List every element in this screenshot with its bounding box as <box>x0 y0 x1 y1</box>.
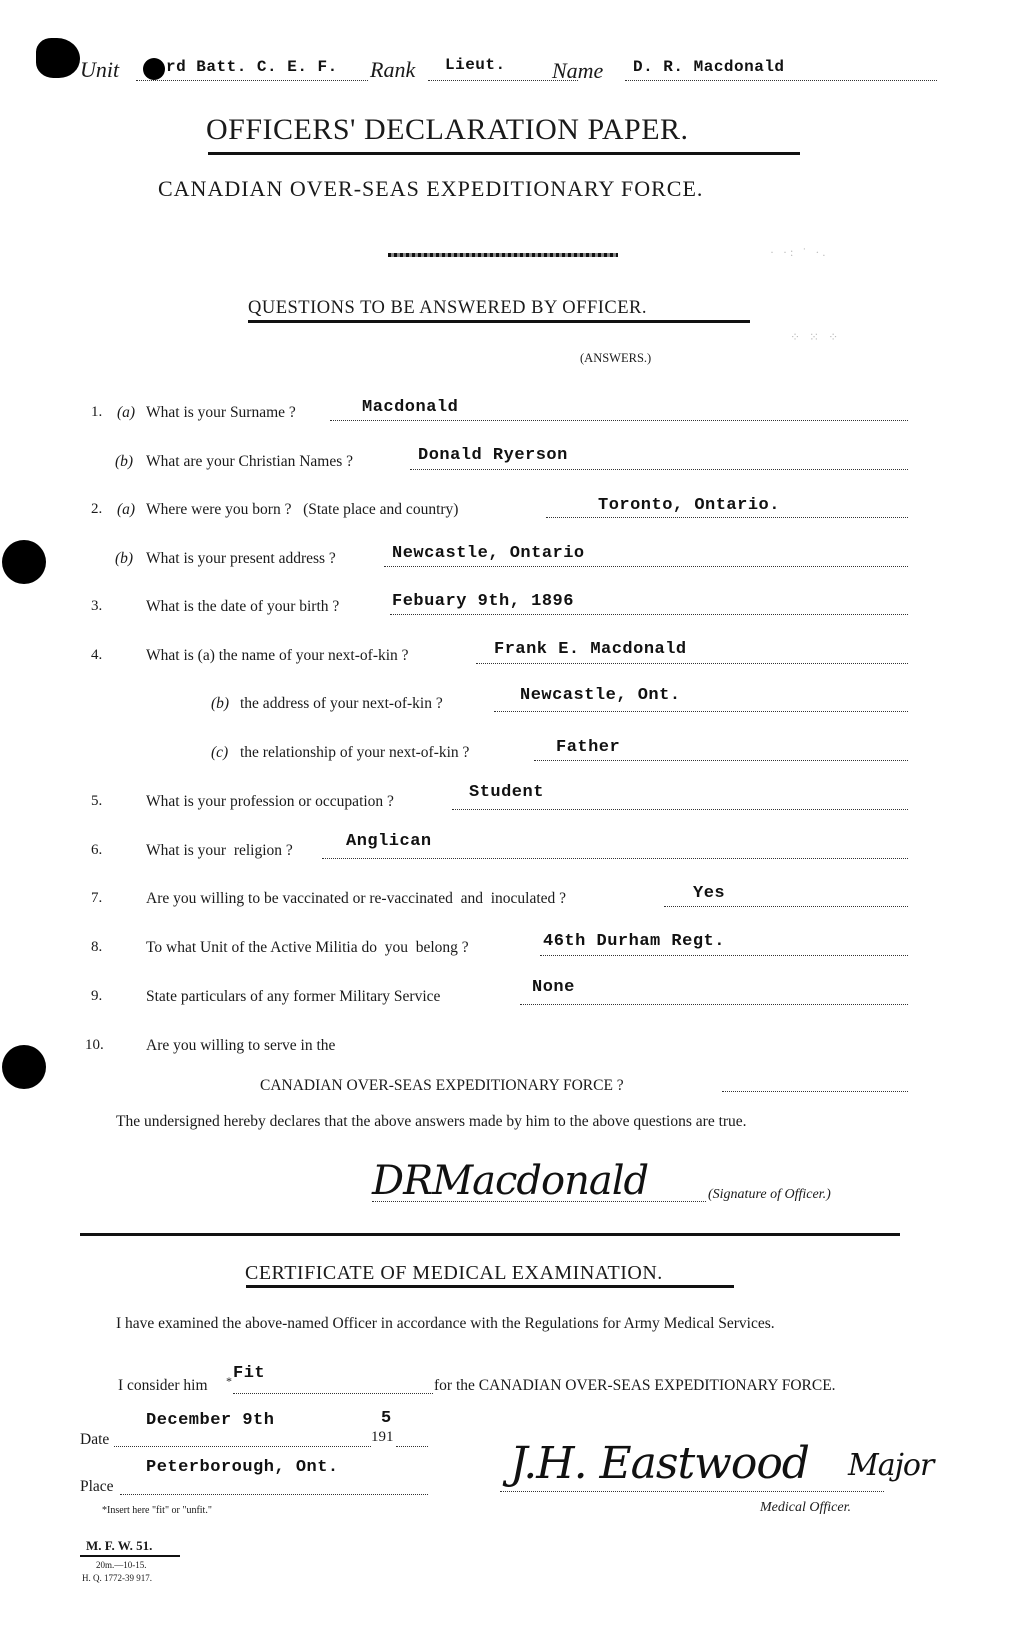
answer-field: Febuary 9th, 1896 <box>392 592 574 611</box>
year-digit: 5 <box>381 1409 392 1428</box>
question-text: Where were you born ? (State place and country) <box>146 501 459 518</box>
rank-value: Lieut. <box>445 56 506 74</box>
answer-dots <box>722 1091 908 1092</box>
answer-dots <box>494 711 908 712</box>
question-sub: (b) <box>115 550 134 567</box>
date-value: December 9th <box>146 1411 275 1430</box>
medical-officer-dots <box>500 1491 884 1492</box>
answer-field: Anglican <box>346 832 432 851</box>
medical-officer-signature: J.H. Eastwood <box>510 1438 809 1489</box>
punch-hole-top <box>2 540 46 584</box>
name-value: D. R. Macdonald <box>633 58 785 76</box>
questions-heading-underline <box>248 320 750 323</box>
question-text: the address of your next-of-kin ? <box>240 695 443 712</box>
answer-dots <box>546 517 908 518</box>
medical-heading-underline <box>246 1285 734 1288</box>
unit-dots <box>136 80 368 81</box>
date-dots <box>114 1446 371 1447</box>
question-text: What is your profession or occupation ? <box>146 793 394 810</box>
answer-dots <box>534 760 908 761</box>
date-label: Date <box>80 1431 110 1448</box>
form-code: M. F. W. 51. <box>86 1538 153 1553</box>
answer-field: 46th Durham Regt. <box>543 932 725 951</box>
name-label: Name <box>552 58 604 83</box>
question-text: To what Unit of the Active Militia do you belong ? <box>146 939 469 956</box>
punch-hole-bottom <box>2 1045 46 1089</box>
question-text: What is the date of your birth ? <box>146 598 340 615</box>
section-divider <box>80 1233 900 1236</box>
officer-signature: DRMacdonald <box>372 1158 649 1204</box>
question-text: What is your religion ? <box>146 842 293 859</box>
answer-dots <box>410 469 908 470</box>
question-number: 9. <box>91 988 103 1004</box>
question-sub: (a) <box>117 501 136 518</box>
answer-dots <box>384 566 908 567</box>
answer-field: Toronto, Ontario. <box>598 496 780 515</box>
question-number: 3. <box>91 598 103 614</box>
document-title: OFFICERS' DECLARATION PAPER. <box>206 113 689 146</box>
question-text: What is (a) the name of your next-of-kin ? <box>146 647 409 664</box>
document-subtitle: CANADIAN OVER-SEAS EXPEDITIONARY FORCE. <box>158 176 704 201</box>
officer-signature-label: (Signature of Officer.) <box>708 1187 831 1202</box>
faded-stamp-2: ⁘ ⁙ ⁘ <box>790 330 842 344</box>
answer-dots <box>330 420 908 421</box>
answer-field: Macdonald <box>362 398 459 417</box>
question-number: 6. <box>91 842 103 858</box>
consider-prefix: I consider him <box>118 1377 208 1394</box>
ink-blot <box>36 38 80 78</box>
place-value: Peterborough, Ont. <box>146 1458 339 1477</box>
consider-suffix: for the CANADIAN OVER-SEAS EXPEDITIONARY FORCE. <box>434 1377 836 1394</box>
question-sub: (b) <box>211 695 230 712</box>
question-number: 1. <box>91 404 103 420</box>
question-text-line2: CANADIAN OVER-SEAS EXPEDITIONARY FORCE ? <box>260 1077 624 1094</box>
question-number: 8. <box>91 939 103 955</box>
medical-officer-rank: Major <box>848 1448 934 1483</box>
question-number: 10. <box>85 1037 104 1053</box>
answer-field: Donald Ryerson <box>418 446 568 465</box>
decorative-rule <box>388 253 618 257</box>
answers-label: (ANSWERS.) <box>580 351 652 365</box>
questions-heading: QUESTIONS TO BE ANSWERED BY OFFICER. <box>248 298 648 318</box>
question-number: 7. <box>91 890 103 906</box>
fitness-dots <box>233 1393 433 1394</box>
question-text: Are you willing to be vaccinated or re-vaccinated and inoculated ? <box>146 890 567 907</box>
answer-field: None <box>532 978 575 997</box>
answer-field: Newcastle, Ont. <box>520 686 681 705</box>
asterisk: * <box>226 1374 232 1388</box>
answer-field: Frank E. Macdonald <box>494 640 687 659</box>
answer-dots <box>664 906 908 907</box>
question-text: Are you willing to serve in the <box>146 1037 336 1054</box>
question-text: What is your Surname ? <box>146 404 296 421</box>
question-number: 2. <box>91 501 103 517</box>
fitness-value: Fit <box>233 1364 266 1383</box>
medical-officer-label: Medical Officer. <box>760 1500 851 1515</box>
question-number: 4. <box>91 647 103 663</box>
question-text: What are your Christian Names ? <box>146 453 354 470</box>
question-sub: (a) <box>117 404 136 421</box>
unit-number-blot <box>143 58 165 80</box>
answer-dots <box>520 1004 908 1005</box>
question-number: 5. <box>91 793 103 809</box>
name-dots <box>625 80 937 81</box>
answer-field: Newcastle, Ontario <box>392 544 585 563</box>
answer-field: Student <box>469 783 544 802</box>
question-text: the relationship of your next-of-kin ? <box>240 744 470 761</box>
form-code-underline <box>80 1555 180 1557</box>
question-sub: (b) <box>115 453 134 470</box>
answer-field: Father <box>556 738 621 757</box>
answer-dots <box>540 955 908 956</box>
answer-dots <box>322 858 908 859</box>
answer-dots <box>390 614 908 615</box>
answer-dots <box>452 809 908 810</box>
print-info-1: 20m.—10-15. <box>96 1560 147 1570</box>
medical-statement: I have examined the above-named Officer in accordance with the Regulations for Army Medical Services. <box>116 1315 775 1332</box>
year-dots <box>396 1446 428 1447</box>
title-underline <box>208 152 800 155</box>
place-dots <box>120 1494 428 1495</box>
year-prefix: 191 <box>371 1429 394 1445</box>
unit-value: rd Batt. C. E. F. <box>166 58 338 76</box>
declaration-text: The undersigned hereby declares that the above answers made by him to the above questions are true. <box>116 1113 747 1130</box>
answer-field: Yes <box>693 884 726 903</box>
footnote: *Insert here "fit" or "unfit." <box>102 1505 212 1516</box>
question-sub: (c) <box>211 744 229 761</box>
question-text: What is your present address ? <box>146 550 336 567</box>
question-text: State particulars of any former Military Service <box>146 988 441 1005</box>
place-label: Place <box>80 1478 114 1495</box>
officer-signature-dots <box>372 1201 706 1202</box>
medical-heading: CERTIFICATE OF MEDICAL EXAMINATION. <box>245 1262 663 1284</box>
print-info-2: H. Q. 1772-39 917. <box>82 1573 152 1583</box>
unit-label: Unit <box>80 57 120 82</box>
rank-label: Rank <box>370 57 416 82</box>
faded-stamp: · ·: ˙ ·. <box>770 245 829 259</box>
answer-dots <box>476 663 908 664</box>
